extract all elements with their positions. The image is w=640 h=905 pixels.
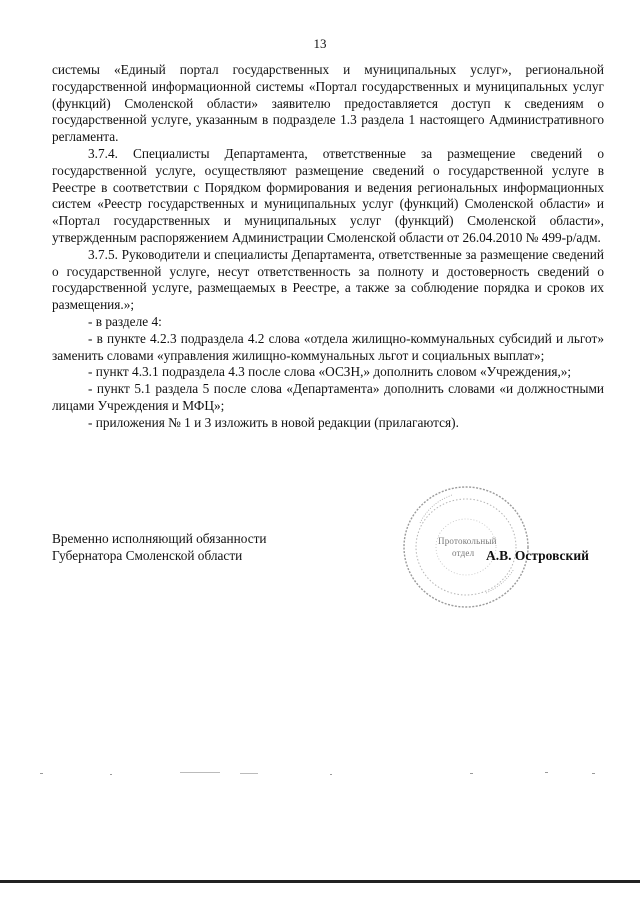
paragraph-item-4-2-3: - в пункте 4.2.3 подраздела 4.2 слова «отдела жилищно-коммунальных субсидий и льгот» заменить словами «управления жилищно-коммунальных льгот и социальных выплат»; [52,330,604,363]
stamp-label: Протокольный [438,536,497,546]
document-body [52,62,604,432]
signatory-name: А.В. Островский [486,548,589,563]
paragraph-section-4: - в разделе 4: [88,313,162,329]
scan-speck [110,774,112,775]
scan-speck [330,774,332,775]
stamp-label: отдел [452,548,475,558]
scan-speck [470,773,473,774]
scan-speck [545,772,548,773]
scan-speck [592,773,595,774]
scan-speck [180,772,220,773]
scan-speck [240,773,258,774]
signature-position-line: Губернатора Смоленской области [52,548,243,563]
page-number: 13 [313,36,327,51]
paragraph-item-5-1: - пункт 5.1 раздела 5 после слова «Департамента» дополнить словами «и должностными лицами Учреждения и МФЦ»; [52,381,604,413]
scan-speck [40,773,43,774]
paragraph-appendices: - приложения № 1 и 3 изложить в новой редакции (прилагаются). [88,414,459,430]
paragraph-portal-access: системы «Единый портал государственных и муниципальных услуг», региональной государственной информационной системы «Портал государственных и муниципальных услуг (функций) Смоленской области» заявителю предоставляется доступ к сведениям о государственной услуге, указанным в подразделе 1.3 раздела 1 настоящего Административного регламента. [52,62,604,145]
paragraph-item-4-3-1: - пункт 4.3.1 подраздела 4.3 после слова «ОСЗН,» дополнить словом «Учреждения,»; [88,364,572,380]
paragraph-3-7-4: 3.7.4. Специалисты Департамента, ответственные за размещение сведений о государственной услуге, осуществляют размещение сведений о государственной услуге в Реестре в соответствии с Порядком формирования и ведения региональных информационных систем «Реестр государственных и муниципальных услуг (функций) Смоленской области» и «Портал государственных и муниципальных услуг (функций) Смоленской области», утвержденным распоряжением Администрации Смоленской области от 26.04.2010 № 499-р/адм. [52,145,604,245]
bottom-scan-edge [0,880,640,883]
signature-position-line: Временно исполняющий обязанности [52,531,267,546]
paragraph-3-7-5: 3.7.5. Руководители и специалисты Департамента, ответственные за размещение сведений о государственной услуге, несут ответственность за полноту и достоверность сведений о государственной услуге, размещаемых в Реестре, а также за соблюдение порядка и сроков их размещения.»; [52,246,604,313]
